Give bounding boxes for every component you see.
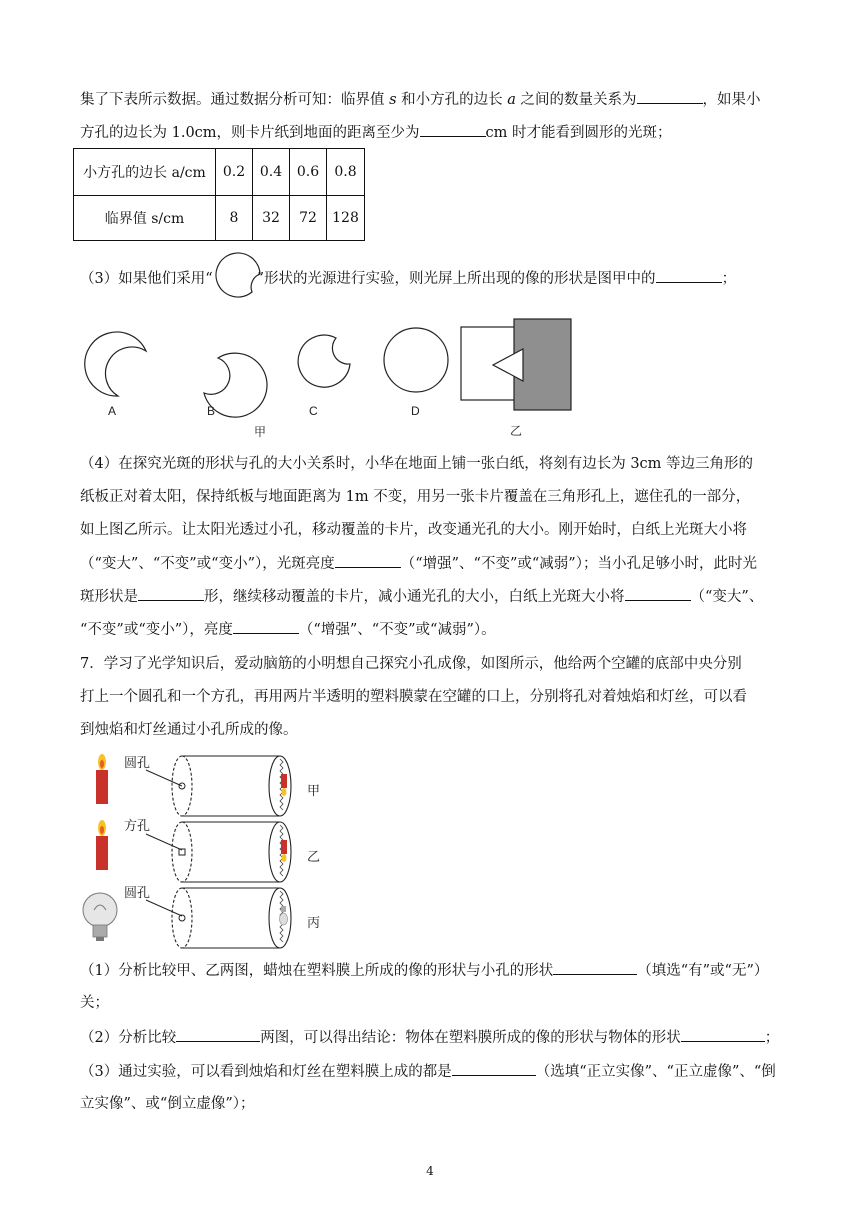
text: cm 时才能看到圆形的光斑； [485,125,672,141]
sub2-line [80,1027,779,1048]
label-c: C [309,404,318,418]
q4-line-4 [80,553,757,574]
text: ”形状的光源进行实验，则光屏上所出现的像的形状是图甲中的 [256,271,656,287]
text: （3）如果他们采用“ [80,271,213,287]
q4-line-1: （4）在探究光斑的形状与孔的大小关系时，小华在地面上铺一张白纸，将刻有边长为 3cm 等边三角形的 [80,456,754,472]
text: “不变”或“变小”），亮度 [80,622,233,638]
shape-a [85,332,146,396]
candle-1-icon [96,754,108,804]
label-a: A [108,404,117,418]
sub1-line-1 [80,960,768,981]
text: （“增强”、“不变”或“减弱”）；当小孔足够小时，此时光 [400,556,757,572]
q7-line-1: 7．学习了光学知识后，爱动脑筋的小明想自己探究小孔成像，如图所示，他给两个空罐的底部中央分别 [80,656,742,672]
text: 形，继续移动覆盖的卡片，减小通光孔的大小，白纸上光斑大小将 [204,589,625,605]
text: 两图，可以得出结论：物体在塑料膜所成的像的形状与物体的形状 [260,1030,681,1046]
text: （1）分析比较甲、乙两图，蜡烛在塑料膜上所成的像的形状与小孔的形状 [80,963,554,979]
text: ； [721,271,737,287]
q4-line-5 [80,586,763,607]
text: （“变大”、 [690,589,764,605]
var-s: s [389,92,397,108]
caption-jia: 甲 [254,425,267,439]
shape-d [384,328,448,392]
row-label-bing: 丙 [307,915,321,930]
caption-yi: 乙 [510,424,523,438]
text: （3）通过实验，可以看到烛焰和灯丝在塑料膜上成的都是 [80,1064,452,1080]
image-candle-inverted [281,840,287,862]
answer-blank[interactable] [452,1061,536,1076]
row-header: 小方孔的边长 a/cm [74,149,216,196]
bulb-icon [83,893,117,941]
hole-label-2: 方孔 [124,818,151,833]
text: （选填“正立实像”、“正立虚像”、“倒 [535,1064,776,1080]
answer-blank[interactable] [553,960,637,975]
answer-blank[interactable] [233,619,299,634]
table-row [74,149,365,196]
q4-line-6 [80,619,496,640]
text: 斑形状是 [80,589,138,605]
q3-line [80,268,736,289]
answer-blank[interactable] [656,268,722,283]
text: （填选“有”或“无”） [637,963,769,979]
label-d: D [411,404,420,418]
sub3-line-1 [80,1061,776,1082]
answer-blank[interactable] [420,122,486,137]
can-1 [172,756,291,816]
table-cell: 0.2 [216,149,253,196]
figure-jia [78,318,468,438]
sub1-line-2: 关； [80,995,109,1011]
text: ； [764,1030,780,1046]
light-source-shape-icon [212,250,266,302]
intro-line-2 [80,122,672,143]
table-cell: 32 [253,196,290,241]
row-label-jia: 甲 [307,783,321,798]
figure-yi [459,318,573,412]
text: ，如果小 [702,92,761,108]
q4-line-2: 纸板正对着太阳，保持纸板与地面距离为 1m 不变，用另一张卡片覆盖在三角形孔上，遮住孔的一部分， [80,489,751,505]
shape-c [298,335,350,387]
text: （“增强”、“不变”或“减弱”）。 [298,622,496,638]
text: 方孔的边长为 1.0cm，则卡片纸到地面的距离至少为 [80,125,420,141]
intro-line-1 [80,89,761,110]
label-b: B [207,404,216,418]
table-cell: 8 [216,196,253,241]
answer-blank[interactable] [625,586,691,601]
answer-blank[interactable] [176,1027,260,1042]
hole-label-1: 圆孔 [124,755,151,770]
answer-blank[interactable] [138,586,204,601]
answer-blank[interactable] [335,553,401,568]
q7-line-2: 打上一个圆孔和一个方孔，再用两片半透明的塑料膜蒙在空罐的口上，分别将孔对着烛焰和灯丝，可以看 [80,689,747,705]
image-candle-inverted [281,774,287,796]
candle-2-icon [96,820,108,870]
can-2 [172,822,291,882]
var-a: a [507,92,516,108]
sub3-line-2: 立实像”、或“倒立虚像”）； [80,1096,255,1112]
row-label-yi: 乙 [307,849,321,864]
row-header: 临界值 s/cm [74,196,216,241]
q4-line-3: 如上图乙所示。让太阳光透过小孔，移动覆盖的卡片，改变通光孔的大小。刚开始时，白纸上光斑大小将 [80,522,747,538]
table-row [74,196,365,241]
text: 和小方孔的边长 [396,92,508,108]
table-cell: 128 [327,196,365,241]
text: 之间的数量关系为 [515,92,637,108]
text: （“变大”、“不变”或“变小”），光斑亮度 [80,556,335,572]
answer-blank[interactable] [681,1027,765,1042]
table-cell: 0.4 [253,149,290,196]
can-3 [172,888,291,948]
text: （2）分析比较 [80,1030,177,1046]
figure-pinhole-cans [78,748,328,950]
page-number: 4 [426,1164,434,1178]
table-cell: 0.8 [327,149,365,196]
answer-blank[interactable] [637,89,703,104]
text: 集了下表所示数据。通过数据分析可知：临界值 [80,92,390,108]
hole-label-3: 圆孔 [124,885,151,900]
table-cell: 72 [290,196,327,241]
table-cell: 0.6 [290,149,327,196]
q7-line-3: 到烛焰和灯丝通过小孔所成的像。 [80,722,298,738]
data-table [73,148,365,241]
